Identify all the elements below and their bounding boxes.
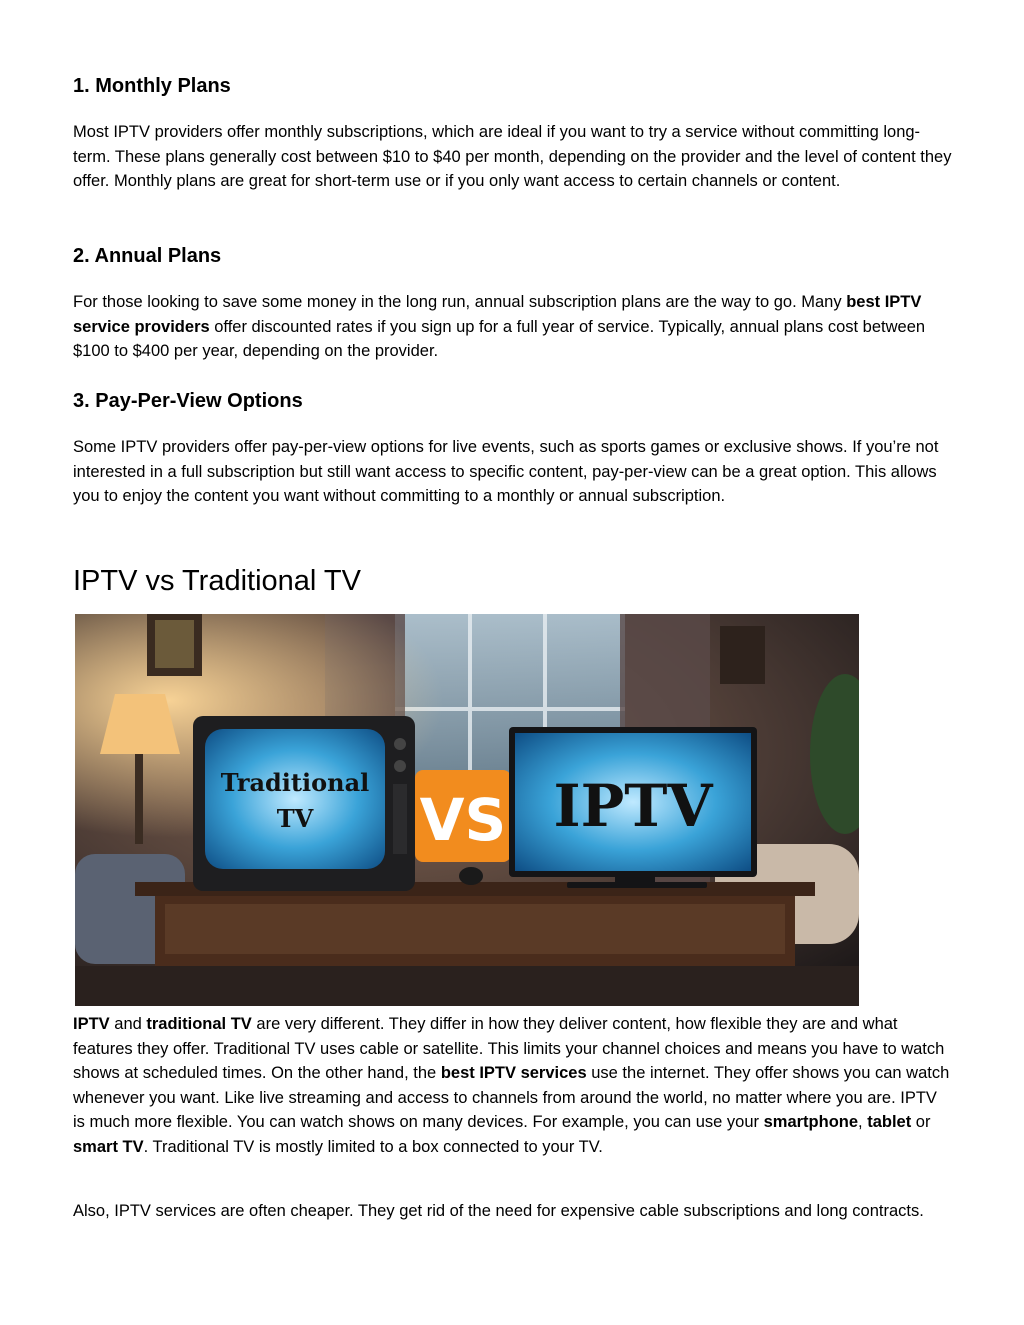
paragraph-pay-per-view: Some IPTV providers offer pay-per-view options for live events, such as sports games or exclusive shows. If you’re not interested in a full subscription but still want access to specific content, pay-per-view can be a great option. This allows you to enjoy the content you want without committing to a monthly or annual subscription. — [73, 438, 939, 505]
bold-smart-tv: smart TV — [73, 1137, 144, 1156]
vs-label: VS — [419, 786, 507, 854]
annual-bold-link-text: best IPTV service providers — [73, 293, 922, 336]
heading-pay-per-view: 3. Pay-Per-View Options — [73, 390, 303, 412]
bold-tablet: tablet — [867, 1113, 912, 1131]
left-tv-label-line2: TV — [276, 804, 314, 833]
text-run: are very different. They differ in how they deliver content, how flexible they are and what features they offer. Traditional TV uses cable or satellite. This limits your channel choices and means you have to watch shows at scheduled times. On the other hand, the — [73, 1015, 945, 1082]
heading-monthly-plans: 1. Monthly Plans — [73, 75, 231, 97]
right-tv-label: IPTV — [553, 772, 713, 840]
annual-text-2: offer discounted rates if you sign up for a full year of service. Typically, annual plans cost between $100 to $400 per year, depending on the provider. — [73, 317, 926, 360]
text-run: or — [911, 1113, 931, 1131]
left-tv-label-line1: Traditional — [220, 768, 370, 797]
text-run: and — [109, 1015, 147, 1033]
section-title: IPTV vs Traditional TV — [73, 565, 361, 597]
text-run: . Traditional TV is mostly limited to a box connected to your TV. — [143, 1137, 603, 1156]
bold-iptv: IPTV — [73, 1015, 110, 1033]
bold-best-iptv-services: best IPTV services — [440, 1064, 587, 1082]
paragraph-monthly-plans: Most IPTV providers offer monthly subscriptions, which are ideal if you want to try a service without committing long-term. These plans generally cost between $10 to $40 per month, depending on the provider and the level of content they offer. Monthly plans are great for short-term use or if you only want access to certain channels or content. — [73, 123, 952, 190]
bold-traditional-tv: traditional TV — [146, 1015, 252, 1033]
text-run: , — [858, 1113, 868, 1131]
paragraph-iptv-vs-traditional — [73, 1012, 953, 1159]
iptv-vs-traditional-tv-image — [75, 614, 859, 1006]
annual-text-1: For those looking to save some money in the long run, annual subscription plans are the way to go. Many — [73, 293, 847, 311]
paragraph-annual-plans — [73, 290, 953, 364]
heading-annual-plans: 2. Annual Plans — [73, 245, 222, 267]
bold-smartphone: smartphone — [763, 1113, 859, 1131]
text-run: use the internet. They offer shows you can watch whenever you want. Like live streaming and access to channels from around the world, no matter where you are. IPTV is much more flexible. You can watch shows on many devices. For example, you can use your — [73, 1064, 950, 1131]
paragraph-cheaper: Also, IPTV services are often cheaper. They get rid of the need for expensive cable subscriptions and long contracts. — [73, 1202, 924, 1220]
